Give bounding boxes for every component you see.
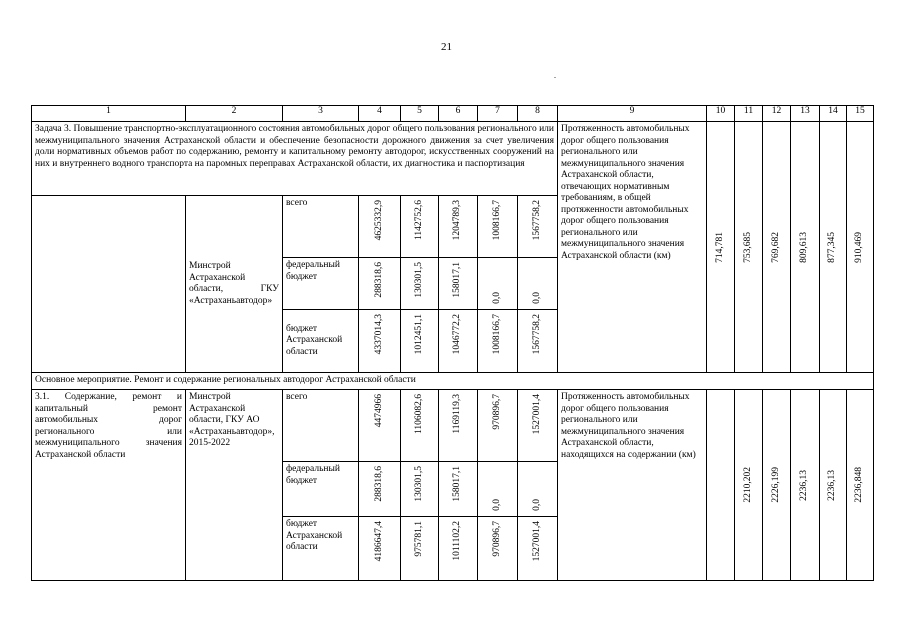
value-cell: 4474966 <box>359 390 401 462</box>
task3-target-value: 809,613 <box>799 231 810 263</box>
item31-target <box>735 390 763 581</box>
task3-indicator: Протяженность автомобильных дорог общего пользования регионального или межмуниципального значения Астраханской области, отвечающих нормативным требованиям, в общей протяженности автомобильных дорог общего пользования регионального или межмуниципального значения Астраханской области (км) <box>558 122 707 373</box>
item31-target <box>847 390 874 581</box>
task3-target <box>820 122 847 373</box>
value-cell: 0,0 <box>478 462 518 517</box>
task3-target-value: 910,469 <box>854 231 865 263</box>
value-cell: 1008166,7 <box>478 196 518 258</box>
value-cell: 158017,1 <box>439 258 478 310</box>
value-cell: 1046772,2 <box>439 310 478 373</box>
funding-label: всего <box>283 196 359 258</box>
value-cell: 0,0 <box>478 258 518 310</box>
header-cell: 14 <box>820 106 847 122</box>
funding-label: федеральный бюджет <box>283 462 359 517</box>
program-table <box>31 105 874 581</box>
task3-title: Задача 3. Повышение транспортно-эксплуатационного состояния автомобильных дорог общего пользования регионального или межмуниципального значения Астраханской области и обеспечение безопасности дорожного движения за счет увеличения доли нормативных объемов работ по содержанию, ремонту и капитальному ремонту автодорог, искусственных сооружений на них и внутреннего водного транспорта на паромных переправах Астраханской области, их диагностика и паспортизация <box>32 122 558 196</box>
task3-target-value: 714,781 <box>714 231 725 263</box>
value-cell: 1169119,3 <box>439 390 478 462</box>
task3-target <box>791 122 820 373</box>
item31-target-value: 2236,13 <box>799 469 810 501</box>
header-row <box>32 106 874 122</box>
value-cell: 130301,5 <box>401 258 439 310</box>
value-cell: 1567758,2 <box>518 196 558 258</box>
item31-executor: Минстрой Астраханской области, ГКУ АО «Астраханьавтодор», 2015-2022 <box>186 390 283 581</box>
page-dot: . <box>554 71 556 80</box>
table-row <box>32 390 874 462</box>
item31-target <box>707 390 735 581</box>
funding-label: всего <box>283 390 359 462</box>
value-cell: 130301,5 <box>401 462 439 517</box>
value-cell: 288318,6 <box>359 462 401 517</box>
header-cell: 6 <box>439 106 478 122</box>
task3-target <box>707 122 735 373</box>
value-cell: 1142752,6 <box>401 196 439 258</box>
task3-target <box>847 122 874 373</box>
item31-target-value: 2210,202 <box>742 467 753 503</box>
item31-indicator: Протяженность автомобильных дорог общего пользования регионального или межмуниципального значения Астраханской области, находящихся на содержании (км) <box>558 390 707 581</box>
header-cell: 4 <box>359 106 401 122</box>
task3-target <box>735 122 763 373</box>
main-event-row <box>32 373 874 390</box>
header-cell: 5 <box>401 106 439 122</box>
header-cell: 10 <box>707 106 735 122</box>
task3-target-value: 877,345 <box>827 231 838 263</box>
value-cell: 1527001,4 <box>518 390 558 462</box>
task3-title-row <box>32 122 874 196</box>
main-event-title: Основное мероприятие. Ремонт и содержание региональных автодорог Астраханской области <box>32 373 874 390</box>
value-cell: 1106082,6 <box>401 390 439 462</box>
funding-label: федеральный бюджет <box>283 258 359 310</box>
value-cell: 4625332,9 <box>359 196 401 258</box>
value-cell: 4337014,3 <box>359 310 401 373</box>
value-cell: 0,0 <box>518 258 558 310</box>
value-cell: 970896,7 <box>478 517 518 581</box>
header-cell: 13 <box>791 106 820 122</box>
value-cell: 4186647,4 <box>359 517 401 581</box>
header-cell: 7 <box>478 106 518 122</box>
item31-target-value: 2236,848 <box>854 467 865 503</box>
item31-target-value: 2226,199 <box>770 467 781 503</box>
item31-name: 3.1. Содержание, ремонт и капитальный ремонт автомобильных дорог регионального или межмуниципального значения Астраханской области <box>32 390 186 581</box>
task3-target-value: 769,682 <box>770 231 781 263</box>
task3-empty-name <box>32 196 186 373</box>
item31-target-value: 2236,13 <box>827 469 838 501</box>
item31-target <box>763 390 791 581</box>
header-cell: 9 <box>558 106 707 122</box>
header-cell: 8 <box>518 106 558 122</box>
page-number: 21 <box>441 41 452 53</box>
item31-target <box>791 390 820 581</box>
task3-executor: Минстрой Астраханской области, ГКУ «Астраханьавтодор» <box>186 196 283 373</box>
value-cell: 1011102,2 <box>439 517 478 581</box>
value-cell: 1204789,3 <box>439 196 478 258</box>
task3-target-value: 753,685 <box>742 231 753 263</box>
item31-target <box>820 390 847 581</box>
value-cell: 1527001,4 <box>518 517 558 581</box>
value-cell: 288318,6 <box>359 258 401 310</box>
header-cell: 11 <box>735 106 763 122</box>
header-cell: 2 <box>186 106 283 122</box>
header-cell: 15 <box>847 106 874 122</box>
value-cell: 1008166,7 <box>478 310 518 373</box>
header-cell: 1 <box>32 106 186 122</box>
value-cell: 0,0 <box>518 462 558 517</box>
value-cell: 970896,7 <box>478 390 518 462</box>
funding-label: бюджет Астраханской области <box>283 517 359 581</box>
header-cell: 12 <box>763 106 791 122</box>
header-cell: 3 <box>283 106 359 122</box>
value-cell: 158017,1 <box>439 462 478 517</box>
value-cell: 975781,1 <box>401 517 439 581</box>
value-cell: 1567758,2 <box>518 310 558 373</box>
value-cell: 1012451,1 <box>401 310 439 373</box>
task3-target <box>763 122 791 373</box>
funding-label: бюджет Астраханской области <box>283 310 359 373</box>
